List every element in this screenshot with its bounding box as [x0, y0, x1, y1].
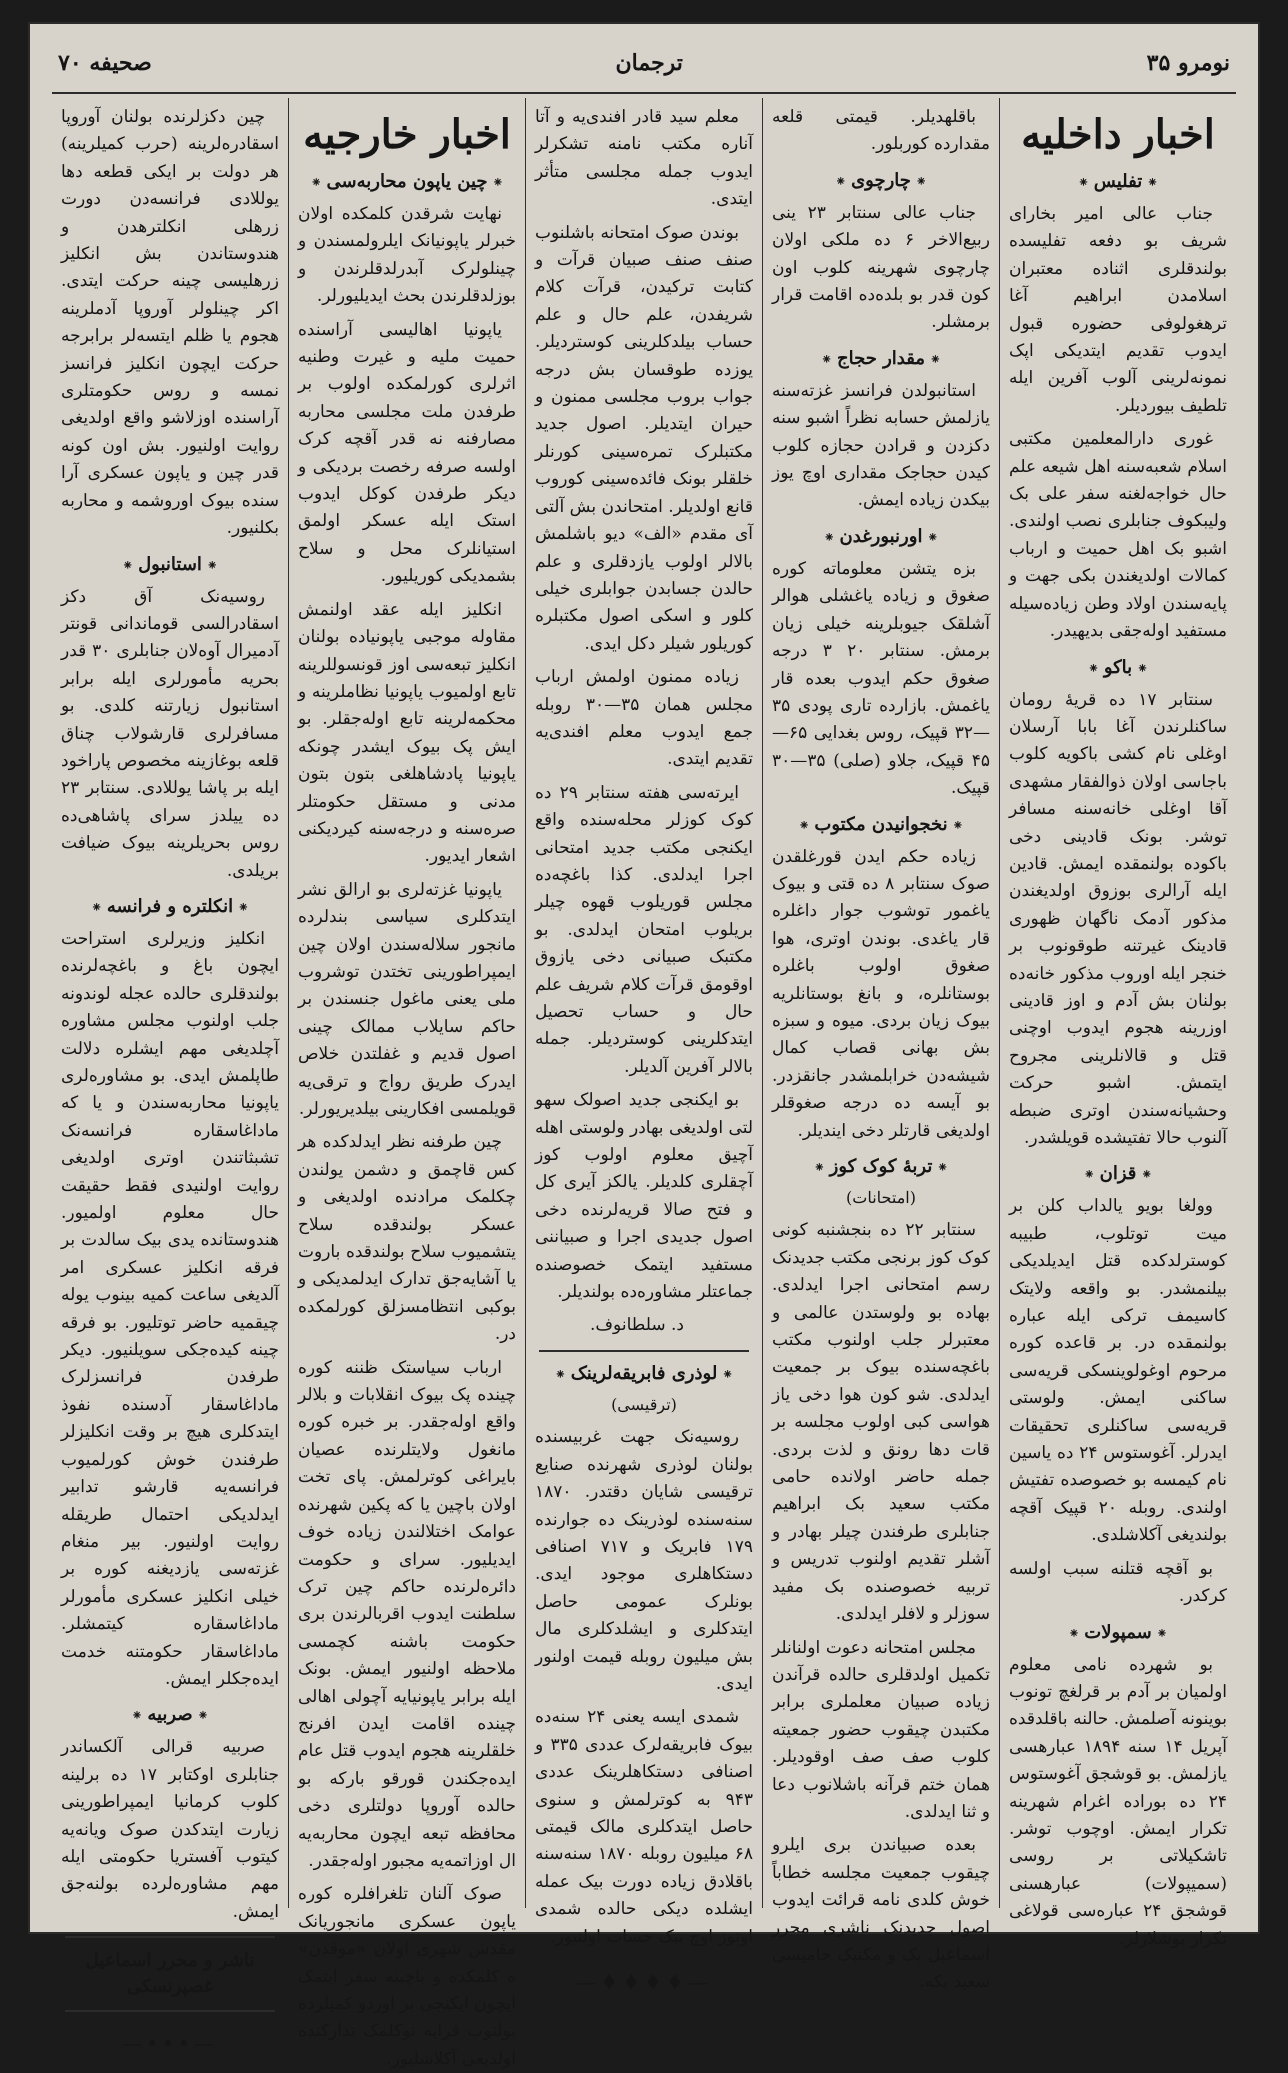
- article-body: جناب عالی سنتابر ۲۳ ینی ربیع‌الاخر ۶ ده ملکی اولان چارچوی شهرینه کلوب اون کون قدر بو بلده‌ده اقامت قرار برمشلر.: [772, 202, 990, 333]
- paper-title: ترجمان: [615, 50, 683, 76]
- column-5: [52, 98, 288, 2056]
- divider: [539, 1350, 749, 1352]
- article-signature: د. سلطانوف.: [590, 1315, 684, 1336]
- divider: [65, 1936, 275, 1938]
- article-body: بو ایکنجی جدید اصولک سهو لتی اولدیغی بهادر ولوستی اهله آچیق معلوم اولوب کوز آچقلری کلدیلر. یالکز آیری کل و فتح صالا قریه‌لرنده دخی اصول جدیدی اجرا و صبیاننی مستفید ایتمک خصوصنده جماعتلر مشاوره‌ده بولندیلر.: [535, 1090, 753, 1303]
- column-domestic-news: [999, 98, 1236, 1949]
- colophon: ناشر و محرر اسماعیل غصپرنسکی: [85, 1950, 255, 1998]
- article-heading: ⁕ استانبول ⁕: [61, 553, 279, 578]
- article-heading: ⁕ تفلیس ⁕: [1009, 170, 1227, 195]
- article-heading: ⁕ باکو ⁕: [1009, 656, 1227, 681]
- article-body: بعده صبیاندن بری ایلرو چیقوب جمعیت مجلسه خطاباً خوش کلدی نامه قرائت ایدوب اصول جدیدنک ناشری محرر اسماعیل بک و مکتبک حامیسی سعید بکه.: [772, 1835, 990, 1993]
- section-title-foreign: اخبار خارجیه: [303, 111, 511, 158]
- article-body: بوندن صوک امتحانه باشلنوب صنف صنف صبیان قرآت و کتابت ترکیدن، قرآت کلام شریفدن، علم حال و علم حساب بیلدکلرینی کوستردیلر. یوزده طوقسان بش درجه جواب بروب مجلسی ممنون و حیران ایتدیلر. اصول جدید مکتبلرک تمره‌سینی کورنلر خلقلر بونک فائده‌سینی کوروب قانع اولدیلر. امتحاندن بش آلتی آی مقدم «الف» دیو باشلمش بالالر اولوب یازدقلری و علم حالدن جسابدن جوابلری خیلی کلور و اسکی اصول مکتبلره کوریلور شیلر دکل ایدی.: [535, 222, 753, 654]
- article-heading: ⁕ نخجوانیدن مکتوب ⁕: [772, 813, 990, 838]
- article-body: یاپونیا اهالیسی آراسنده حمیت ملیه و غیرت وطنیه اثرلری کورلمکده اولوب بر طرفدن ملت مجلسی محاربه مصارفنه نه قدر آقچه کرک اولسه صرفه رخصت بردیکی و دیکر طرفدن کوکل ایدوب استک ایله عسکر اولمق استیانلرک محل و سلاح بشمدیکی کوریلیور.: [298, 319, 516, 587]
- continued-text: معلم سید قادر افندی‌یه و آتا آناره مکتب نامنه تشکرلر ایدوب جمله مجلسی متأثر ایتدی.: [535, 107, 753, 210]
- article-heading: ⁕ صربیه ⁕: [61, 1703, 279, 1728]
- article-body: بو آقچه قتلنه سبب اولسه کرکدر.: [1009, 1558, 1227, 1607]
- article-heading: ⁕ سمپولات ⁕: [1009, 1621, 1227, 1646]
- article-subheading: (ترقیسی): [611, 1394, 677, 1414]
- divider: [65, 2010, 275, 2012]
- article-heading: ⁕ اورنبورغدن ⁕: [772, 525, 990, 550]
- article-body: زیاده ممنون اولمش ارباب مجلس همان ۳۵—۳۰ روبله جمع ایدوب معلم افندی‌یه تقدیم ایتدی.: [535, 667, 753, 770]
- article-body: وولغا بویو یالداب کلن بر میت توتلوب، طبیبه کوسترلدکده قتل ایدیلدیکی بیلنمشدر. بو واقعه ولایتک کاسیمف ترکی ایله عباره بولنمقده در. بر قاعده کوره مرحوم اوغولوینسکی قریه‌سی ساکنی ایمش. ولوستی قریه‌سی ساکنلری تحقیقات ایدرلر. آغوستوس ۲۴ ده یاسین نام کیمسه بو خصوصده تفتیش اولندی. روبله ۲۰ قپیک آقچه بولندیغی آکلاشلدی.: [1009, 1196, 1227, 1546]
- ornament: —♦♦♦♦—: [576, 1970, 712, 1994]
- article-body: انکلیز ایله عقد اولنمش مقاوله موجبی یاپونیاده بولنان انکلیز تبعه‌سی اوز قونسوللرینه تابع اولمیوب یاپونیا نظاملرینه و محکمه‌لرینه تابع اوله‌جقلر. بو ایش پک بیوک ایشدر چونکه یاپونیا پادشاهلغی بتون بتون مدنی و مستقل حکومتلر صره‌سنه و درجه‌سنه کیردیکنی اشعار ایدیور.: [298, 599, 516, 867]
- article-body: صوک آلنان تلغرافلره کوره یاپون عسکری مانجوریانک مقدس شهری اولان «موقدن» ه کلمکده و باچینه سفر ایتمک ایچون ایکنجی بر اوردو کمیلرده بولنوب قرایه توکلمک تدارکنده اولدیغی آکلاشلیور.: [298, 1884, 516, 2069]
- column-foreign-news: [288, 98, 525, 2069]
- article-body: استانبولدن فرانسز غزته‌سنه یازلمش حسابه نظراً اشبو سنه دکزدن و قرادن حجازه کلوب کیدن حجاجک مقداری اوچ یوز بیکدن زیاده ایمش.: [772, 380, 990, 511]
- article-body: جناب عالی امیر بخارای شریف بو دفعه تفلیسده بولندقلری اثناده معتبران اسلامدن ابراهیم آغا ترهغولوفی حضوره قبول ایدوب تقدیم ایتدیکی اپک نمونه‌لرینی آلوب آفرین ایله تلطیف بیوردیلر.: [1009, 204, 1227, 416]
- masthead-rule: [52, 92, 1236, 94]
- article-body: یاپونیا غزته‌لری بو ارالق نشر ایتدکلری سیاسی بندلرده مانجور سلاله‌سندن اولان چین ایمپراطورینی تختدن توشروب ملی یعنی ماغول جنسندن بر حاکم سایلاب ممالک چینی اصول قدیم و غفلتدن خلاص ایدرک طریق رواج و ترقی‌یه قویلمسی افکارینی بیلدیریورلر.: [298, 879, 516, 1119]
- article-body: شمدی ایسه یعنی ۲۴ سنه‌ده بیوک فابریقه‌لرک عددی ۳۳۵ و اصنافی دستکاهلرینک عددی ۹۴۳ به کوترلمش و سنوی حاصل ایتدکلری مالک قیمتی ۶۸ میلیون روبله ۱۸۷۰ سنه‌سنه باقلادق زیاده دورت بیک عمله ایشلده دیکی حالده شمدی اوتوز اوچ بیک حساب اولنیور.: [535, 1707, 753, 1947]
- article-heading: ⁕ مقدار حجاج ⁕: [772, 347, 990, 372]
- article-body: مجلس امتحانه دعوت اولنانلر تکمیل اولدقلری حالده قرآندن زیاده صبیان معلملری برابر مکتبدن چیقوب حضور جمعیته کلوب صف صف اوقودیلر. همان ختم قرآنه باشلانوب دعا و ثنا ایدلدی.: [772, 1637, 990, 1822]
- article-body: سنتابر ۲۲ ده بنجشنبه کونی کوک کوز برنجی مکتب جدیدنک رسم امتحانی اجرا ایدلدی. بهاده بو ولوستدن عالمی و معتبرلر جلب اولنوب مکتب باغچه‌سنده بیوک بر جمعیت ایدلدی. شو کون هوا دخی یاز هواسی کبی اولوب مجلسه بر قات دها رونق و لذت بردی. جمله حاضر اولانده حامی مکتب سعید بک ابراهیم جنابلری طرفندن چیلر بهادر و آشلر تقدیم اولنوب تدریس و تربیه خصوصنده بک مفید سوزلر و لافلر ایدلدی.: [772, 1220, 990, 1625]
- article-body: بو شهرده نامی معلوم اولمیان بر آدم بر قرلغچ تونوب بوینونه آصلمش. حالنه باقلدقده آپریل ۱۴ سنه ۱۸۹۴ عبارهسی یازلمش. بو قوشجق آغوستوس ۲۴ ده بوراده اغرام شهرینه تکرار ایمش. اوچوب توشر. تاشکیلاتی بر روسی (سمیپولات) عبارهسنی قوشجق ۲۴ عباره‌سی قولاغی تکرار بوشلارلر.: [1009, 1654, 1227, 1949]
- article-heading: ⁕ چین یاپون محاربه‌سی ⁕: [298, 170, 516, 195]
- article-body: ارباب سیاستک ظننه کوره چینده پک بیوک انقلابات و بلالر واقع اوله‌جقدر. بر خبره کوره مانغول ولایتلرنده عصیان بایراغی کوترلمش. پای تخت اولان باچین یا که پکین شهرنده عوامک اختلالندن زیاده خوف ایدیلیور. سرای و حکومت دائره‌لرنده حاکم چین ترک سلطنت ایدوب اقربالرندن بری حکومت باشنه کچمسی ملاحظه اولنیور ایمش. بونک ایله برابر یاپونیایه آچولی اهالی چینده اقامت ایدن افرنج خلقلرینه هجوم ایدوب قتل عام ایده‌جکندن قورقو بارکه بو حالده آوروپا دولتلری دخی محافظه تبعه ایچون محاربه‌یه ال اوزاتمه‌یه مجبور اوله‌جقدر.: [298, 1357, 516, 1871]
- page-number: صحیفه ۷۰: [58, 50, 152, 76]
- article-subheading: (امتحانات): [846, 1188, 916, 1207]
- article-heading: ⁕ قزان ⁕: [1009, 1162, 1227, 1187]
- column-2: [762, 98, 999, 1993]
- article-body: چین طرفنه نظر ایدلدکده هر کس قاچمق و دشمن یولندن چکلمک مرادنده اولدیغی و عسکر بولندقده سلاح یتشمیوب سلاح بولندقده باروت یا آشایه‌جق تدارک ایدلمدیکی و بوکبی انتظامسزلق کورلمکده در.: [298, 1132, 516, 1345]
- article-body: بزه یتشن معلوماته کوره صغوق و زیاده یاغشلی هوالر آشلقک جیوبلرینه خیلی زیان برمش. سنتابر ۲۰ ۳ درجه صغوق حکم ایدوب بعده قار یاغمش. بازارده تاری پودی ۳۵—۳۲ قپیک، روس بغدایی ۶۵—۴۵ قپیک، جلاو (صلی) ۳۵—۳۰ قپیک.: [772, 558, 991, 799]
- continued-text: چین دکزلرنده بولنان آوروپا اسقادره‌لرینه (حرب کمیلرینه) هر دولت بر ایکی قطعه دها یوللادی فرانسه‌دن دورت زرهلی انکلترهدن و هندوستاندن بش انکلیز زرهلیسی چینه حرکت ایتدی. اکر چینلولر آوروپا آدملرینه هجوم یا ظلم ایتسه‌لر برابرجه حرکت ایچون انکلیز فرانسز نمسه و روس حکومتلری آراسنده اوزلاشو واقع اولدیغی روایت اولنیور. بش اون کونه قدر چین و یاپون عسکری آرا سنده بیوک اوروشمه و محاربه بکلنیور.: [61, 107, 279, 539]
- section-title-domestic: اخبار داخلیه: [1021, 111, 1215, 158]
- article-body: سنتابر ۱۷ ده قریهٔ رومان ساکنلرندن آغا بابا آرسلان اوغلی نام کشی باکویه کلوب باجاسی اولان ذوالفقار مشهدی آقا اوغلی خانه‌سنه مسافر توشر. بونک قادینی دخی باکوده بولنمقده ایمش. قادین ایله آرالری بوزوق اولدیغندن مذکور آدمک ناگهان ظهوری قادینک غیرتنه طوقونوب بر خنجر ایله اوروب مذکور خانه‌ده بولنان بش آدم و اوز قادینی اوزرینه هجوم ایدوب اوچنی قتل و قالانلرینی مجروح ایتمش. اشبو حرکت وحشیانه‌سندن اوتری ضبطه آلنوب حالا تفتیشده قویلشدر.: [1009, 689, 1227, 1148]
- article-body: روسیه‌نک جهت غربیسنده بولنان لوذری شهرنده صنایع ترقیسی شایان دقتدر. ۱۸۷۰ سنه‌سنده لوذرینک ده جوارنده ۱۷۹ فابریک و ۷۱۷ اصنافی دستکاهلری موجود ایدی. بونلرک عمومی حاصل ایتدکلری و ایشلدکلری مال بش میلیون روبله قیمت اولنور ایدی.: [535, 1427, 753, 1694]
- article-body: صربیه قرالی آلکساندر جنابلری اوکتابر ۱۷ ده برلینه کلوب کرمانیا ایمپراطورینی زیارت ایتدکدن صوک ویانه‌یه کیتوب آفستریا حکومتی ایله مهم مشاوره‌لرده بولنه‌جق ایمش.: [61, 1737, 279, 1922]
- article-heading: ⁕ چارچوی ⁕: [772, 169, 990, 194]
- ornament: —•••—: [122, 2031, 218, 2056]
- issue-number: نومرو ۳۵: [1146, 50, 1230, 76]
- article-body: زیاده حکم ایدن قورغلقدن صوک سنتابر ۸ ده قتی و بیوک یاغمور توشوب جوار داغلره قار یاغدی. بوندن اوتری، هوا صغوق اولوب باغلره بوستانلره، و بانغ بوستانلریه بیوک زیان بردی. میوه و سبزه بش بهانی قصاب کمال شیشه‌دن خرابلمشدر جانقزدر. بو آیسه ده درجه صغوقلر اولدیغی قارتلر دخی ایندیلر.: [772, 846, 990, 1141]
- article-body: غوری دارالمعلمین مکتبی اسلام شعبه‌سنه اهل شیعه علم حال خواجه‌لغنه سفر علی بک ولیبکوف جنابلری نصب اولندی. اشبو بک اهل حمیت و ارباب کمالات اولدیغندن بکی جهت و پایه‌سندن اولاد وطن زیاده‌سیله مستفید اوله‌جقی بدیهیدر.: [1009, 429, 1227, 642]
- article-heading: ⁕ تربهٔ کوک کوز ⁕: [772, 1155, 990, 1180]
- article-body: نهایت شرقدن کلمکده اولان خبرلر یاپونیانک ایلرولمسندن و چینلولرک آبدرلدقلرندن و بوزلدقلرندن بحث ایدیلیورلر.: [298, 204, 516, 307]
- continued-text: باقلهدیلر. قیمتی قلعه مقدارده کوربلور.: [772, 107, 990, 155]
- newspaper-page: [28, 22, 1260, 2069]
- article-heading: ⁕ لوذری فابریقه‌لرینک ⁕: [535, 1362, 753, 1387]
- masthead: [58, 40, 1230, 86]
- article-body: انکلیز وزیرلری استراحت ایچون باغ و باغچه‌لرنده بولندقلری حالده عجله لوندونه جلب اولنوب مجلس مشاوره آچلدیغی مهم ایشلره دلالت طاپلمش ایدی. بو مشاوره‌لری یاپونیا محاربه‌سندن و یا که ماداغاسقاره فرانسه‌نک تشبثاتندن اوتری اولدیغی روایت اولنیدی فقط حقیقت حال معلوم اولمیور. هندوستانده یدی بیک سالدت بر فرقه انکلیز عسکری امر آلدیغی ساعت کمیه بینوب یوله چیقمیه حاضر توتلیور. بو فرقه چینه کیده‌جکی سویلنیور. دیکر طرفدن فرانسزلرک ماداغاسقار آدسنده نفوذ ایتدکلری هیچ بر وقت انکلیزلر طرفندن خوش کورلمیوب فرانسه‌یه قارشو تدابیر ایدلدیکی احتمال طریقله روایت اولنیور. بیر منغام غزته‌سی یازدیغنه کوره بر خیلی انکلیز عسکری مأمورلر ماداغاسقاره کیتمشلر. ماداغاسقار حکومتنه خدمت ایده‌جکلر ایمش.: [61, 928, 279, 1689]
- article-body: روسیه‌نک آق دکز اسقادرالسی قوماندانی قونتر آدمیرال آوه‌لان جنابلری ۳۰ قدر بحریه مأمورلری ایله برابر استانبول زیارتنه کلدی. بو مسافرلری قارشولاب چناق قلعه بوغازینه مخصوص پاراخود ایله بر پاشا یوللادی. سنتابر ۲۳ ده ییلدز سرای پاشاهی‌ده روس بحریلرینه بیوک ضیافت بریلدی.: [61, 586, 280, 881]
- column-3: [525, 98, 762, 1994]
- article-heading: ⁕ انکلتره و فرانسه ⁕: [61, 895, 279, 920]
- columns: [52, 98, 1236, 2069]
- article-body: ایرته‌سی هفته سنتابر ۲۹ ده کوک کوزلر محله‌سنده واقع ایکنجی مکتب جدید امتحانی اجرا ایدلدی. کذا باغچه‌ده مجلس قوریلوب قهوه چیلر بریلوب امتحان ایدلدی. بو مکتبک صبیانی دخی یازوق اوقومق قرآت کلام شریف علم حال و حساب تحصیل ایتدکلرینی کوستردیلر. جمله بالالر آفرین آلدیلر.: [535, 782, 753, 1077]
